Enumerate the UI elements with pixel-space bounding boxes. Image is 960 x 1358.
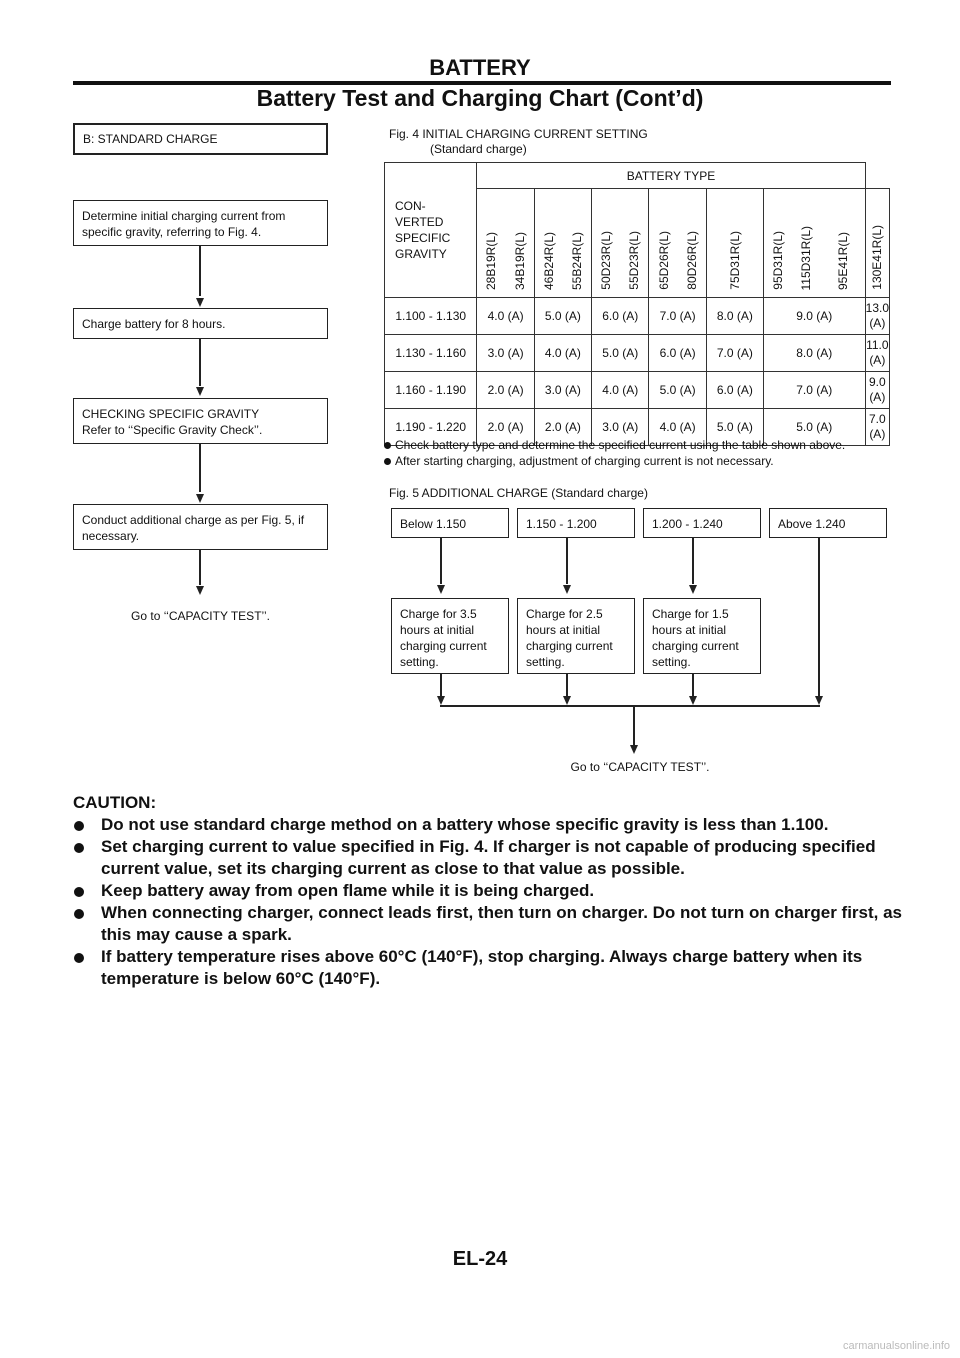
flow-connector [199,339,201,386]
current-cell: 4.0 (A) [534,335,591,372]
flow-connector [440,674,442,696]
model-cell: 55B24R(L) [563,189,592,298]
flow-connector [199,444,201,492]
charge-action-box: Charge for 3.5 hours at initial charging current setting. [391,598,509,674]
charge-action-box: Charge for 2.5 hours at initial charging current setting. [517,598,635,674]
current-cell: 5.0 (A) [706,409,763,446]
arrow-down-icon [563,696,571,705]
current-cell: 3.0 (A) [534,372,591,409]
page-number: EL-24 [452,1248,508,1270]
charge-action-box: Charge for 1.5 hours at initial charging current setting. [643,598,761,674]
sg-cell: 1.190 - 1.220 [385,409,477,446]
current-cell: 6.0 (A) [649,335,706,372]
current-cell: 7.0 (A) [649,298,706,335]
current-cell: 8.0 (A) [763,335,865,372]
arrow-down-icon [196,586,204,595]
caution-item: Keep battery away from open flame while it is being charged. [73,880,903,902]
sg-range-box: 1.150 - 1.200 [517,508,635,538]
sg-range-box: Above 1.240 [769,508,887,538]
arrow-down-icon [437,585,445,594]
current-cell: 8.0 (A) [706,298,763,335]
model-cell: 95E41R(L) [821,189,865,298]
bullet-icon [74,953,84,963]
model-cell: 50D23R(L) [592,189,621,298]
watermark: carmanualsonline.info [842,1340,950,1352]
fig4-note: After starting charging, adjustment of charging current is not necessary. [384,453,774,470]
flow-connector [566,674,568,696]
arrow-down-icon [689,696,697,705]
model-cell: 80D26R(L) [678,189,707,298]
current-cell: 5.0 (A) [649,372,706,409]
flow-connector [692,538,694,584]
current-cell: 4.0 (A) [592,372,649,409]
fig5-end-text: Go to ‘‘CAPACITY TEST’’. [570,760,710,774]
flow-step-text: Conduct additional charge as per Fig. 5, if necessary. [82,513,305,543]
flow-connector [633,705,635,745]
page-title: Battery Test and Charging Chart (Cont’d) [256,85,704,111]
flow-connector [818,538,820,696]
flow-step-box [73,398,328,444]
flow-step-text: Charge battery for 8 hours. [82,317,226,331]
current-cell: 9.0 (A) [865,372,889,409]
flow-step-box [73,504,328,550]
sg-range-box: Below 1.150 [391,508,509,538]
arrow-down-icon [563,585,571,594]
current-cell: 5.0 (A) [534,298,591,335]
model-cell: 65D26R(L) [649,189,678,298]
current-cell: 4.0 (A) [649,409,706,446]
current-cell: 13.0 (A) [865,298,889,335]
current-cell: 2.0 (A) [477,409,534,446]
model-cell: 115D31R(L) [792,189,821,298]
caution-heading: CAUTION: [73,793,157,812]
current-cell: 7.0 (A) [706,335,763,372]
table-row [385,372,890,409]
arrow-down-icon [437,696,445,705]
bullet-icon [74,887,84,897]
charging-current-table [384,162,890,446]
current-cell: 3.0 (A) [477,335,534,372]
caution-block [73,792,903,990]
table-row [385,335,890,372]
caution-item: If battery temperature rises above 60°C (140°F), stop charging. Always charge battery when its temperature is below 60°C (140°F). [73,946,903,990]
current-cell: 9.0 (A) [763,298,865,335]
flow-connector [440,538,442,584]
current-cell: 2.0 (A) [477,372,534,409]
bullet-icon [384,458,391,465]
fig4-subtitle: (Standard charge) [430,142,527,156]
flow-connector [566,538,568,584]
flow-connector [199,246,201,296]
sg-cell: 1.130 - 1.160 [385,335,477,372]
fig4-note: Check battery type and determine the specified current using the table shown above. [384,437,845,454]
sg-range-box: 1.200 - 1.240 [643,508,761,538]
flow-step-text: Refer to ‘‘Specific Gravity Check’’. [82,423,263,437]
flow-start-box [73,123,328,155]
flow-end-text: Go to ‘‘CAPACITY TEST’’. [131,609,270,623]
current-cell: 6.0 (A) [706,372,763,409]
model-cell: 34B19R(L) [506,189,535,298]
merge-line [440,705,820,707]
current-cell: 2.0 (A) [534,409,591,446]
model-cell: 75D31R(L) [706,189,763,298]
current-cell: 7.0 (A) [865,409,889,446]
arrow-down-icon [196,298,204,307]
table-row [385,298,890,335]
bullet-icon [384,442,391,449]
flow-connector [692,674,694,696]
arrow-down-icon [689,585,697,594]
bullet-icon [74,821,84,831]
current-cell: 4.0 (A) [477,298,534,335]
section-title: BATTERY [429,55,531,80]
flow-step-text: Determine initial charging current from specific gravity, referring to Fig. 4. [82,209,286,239]
model-cell: 130E41R(L) [865,189,889,298]
model-cell: 55D23R(L) [620,189,649,298]
arrow-down-icon [196,494,204,503]
caution-item: When connecting charger, connect leads first, then turn on charger. Do not turn on charger first, as this may cause a spark. [73,902,903,946]
current-cell: 6.0 (A) [592,298,649,335]
flow-step-text: CHECKING SPECIFIC GRAVITY [82,407,260,421]
current-cell: 5.0 (A) [592,335,649,372]
caution-item: Set charging current to value specified in Fig. 4. If charger is not capable of producing specified current value, set its charging current as close to that value as possible. [73,836,903,880]
arrow-down-icon [196,387,204,396]
fig5-title: Fig. 5 ADDITIONAL CHARGE (Standard charge) [389,486,648,500]
flow-step-box [73,200,328,246]
bullet-icon [74,843,84,853]
fig4-title: Fig. 4 INITIAL CHARGING CURRENT SETTING [389,127,648,141]
flow-start-label: B: STANDARD CHARGE [83,132,218,146]
arrow-down-icon [630,745,638,754]
caution-item: Do not use standard charge method on a battery whose specific gravity is less than 1.100. [73,814,903,836]
current-cell: 5.0 (A) [763,409,865,446]
sg-cell: 1.100 - 1.130 [385,298,477,335]
battery-type-header: BATTERY TYPE [477,163,865,189]
current-cell: 11.0 (A) [865,335,889,372]
bullet-icon [74,909,84,919]
sg-column-header: CON- VERTED SPECIFIC GRAVITY [385,163,477,298]
sg-cell: 1.160 - 1.190 [385,372,477,409]
model-cell: 46B24R(L) [534,189,563,298]
model-cell: 95D31R(L) [763,189,792,298]
current-cell: 3.0 (A) [592,409,649,446]
flow-step-box [73,308,328,339]
arrow-down-icon [815,696,823,705]
current-cell: 7.0 (A) [763,372,865,409]
flow-connector [199,550,201,585]
model-cell: 28B19R(L) [477,189,506,298]
